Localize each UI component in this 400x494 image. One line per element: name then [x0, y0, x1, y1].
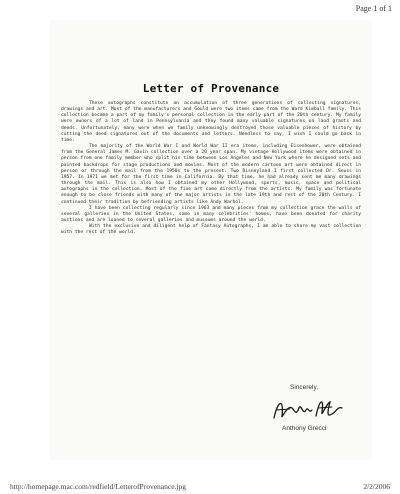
- letter-title: Letter of Provenance: [142, 82, 280, 95]
- letter-sheet: [50, 20, 372, 460]
- footer-url: http://homepage.mac.com/redfield/LetterofProvenance.jpg: [10, 482, 186, 491]
- letter-paragraph-3: I have been collecting regularly since 1963 and many pieces from my collection grace the walls of several galleries in the United States, some in many celebrities' homes, have been donated for charity auctions and are loaned to several galleries and museums around the world.: [61, 205, 361, 223]
- letter-paragraph-4: With the exclusive and diligent help of Fantasy Autographs, I am able to share my vast collection with the rest of the world.: [61, 224, 361, 236]
- page-indicator: Page 1 of 1: [355, 4, 392, 13]
- letter-paragraph-1: These autographs constitute an accumulation of three generations of collecting signatures, drawings and art. Most of the manufacturers and Gould were two items came from the Ward Kimball family. This collection became a part of my family's personal collection in the early part of the 20th century. My family were owners of a lot of land in Pennsylvania and they found many valuable signatures on land grants and deeds. Unfortunately, many were when we family unknowingly destroyed those valuable pieces of history by cutting the deed signatures out of the documents and letters. Needless to say, I wish I could go back in time.: [61, 101, 361, 143]
- letter-closing: Sincerely,: [290, 384, 319, 391]
- handwritten-signature: [268, 394, 348, 424]
- letter-paragraph-2: The majority of the World War I and World War II era items, including Eisenhower, were obtained from the General James M. Gavin collection over a 20 year span. My vintage Hollywood items were obtained in person from one family member who split his time between Los Angeles and New York where he designed sets and painted backdrops for stage productions and movies. Most of the modern cartoon art were obtained direct in person or through the mail from the 1950s to the present. Two Disneyland I first collected Dr. Seuss in 1957. In 1971 we met for the first time in California. By that time, he had already sent me many drawings through the mail. This is also how I obtained my other Hollywood, sports, music, space and political autographs in the collection. Most of the fine art came directly from the artists. My family was fortunate enough to be close friends with many of the major artists in the late 19th and rest of the 20th Century. I continued their tradition by befriending artists like Andy Warhol.: [61, 144, 361, 205]
- letter-body: [61, 101, 361, 236]
- signer-name: Anthony Grecci: [282, 425, 327, 432]
- footer-date: 2/2/2006: [363, 482, 390, 491]
